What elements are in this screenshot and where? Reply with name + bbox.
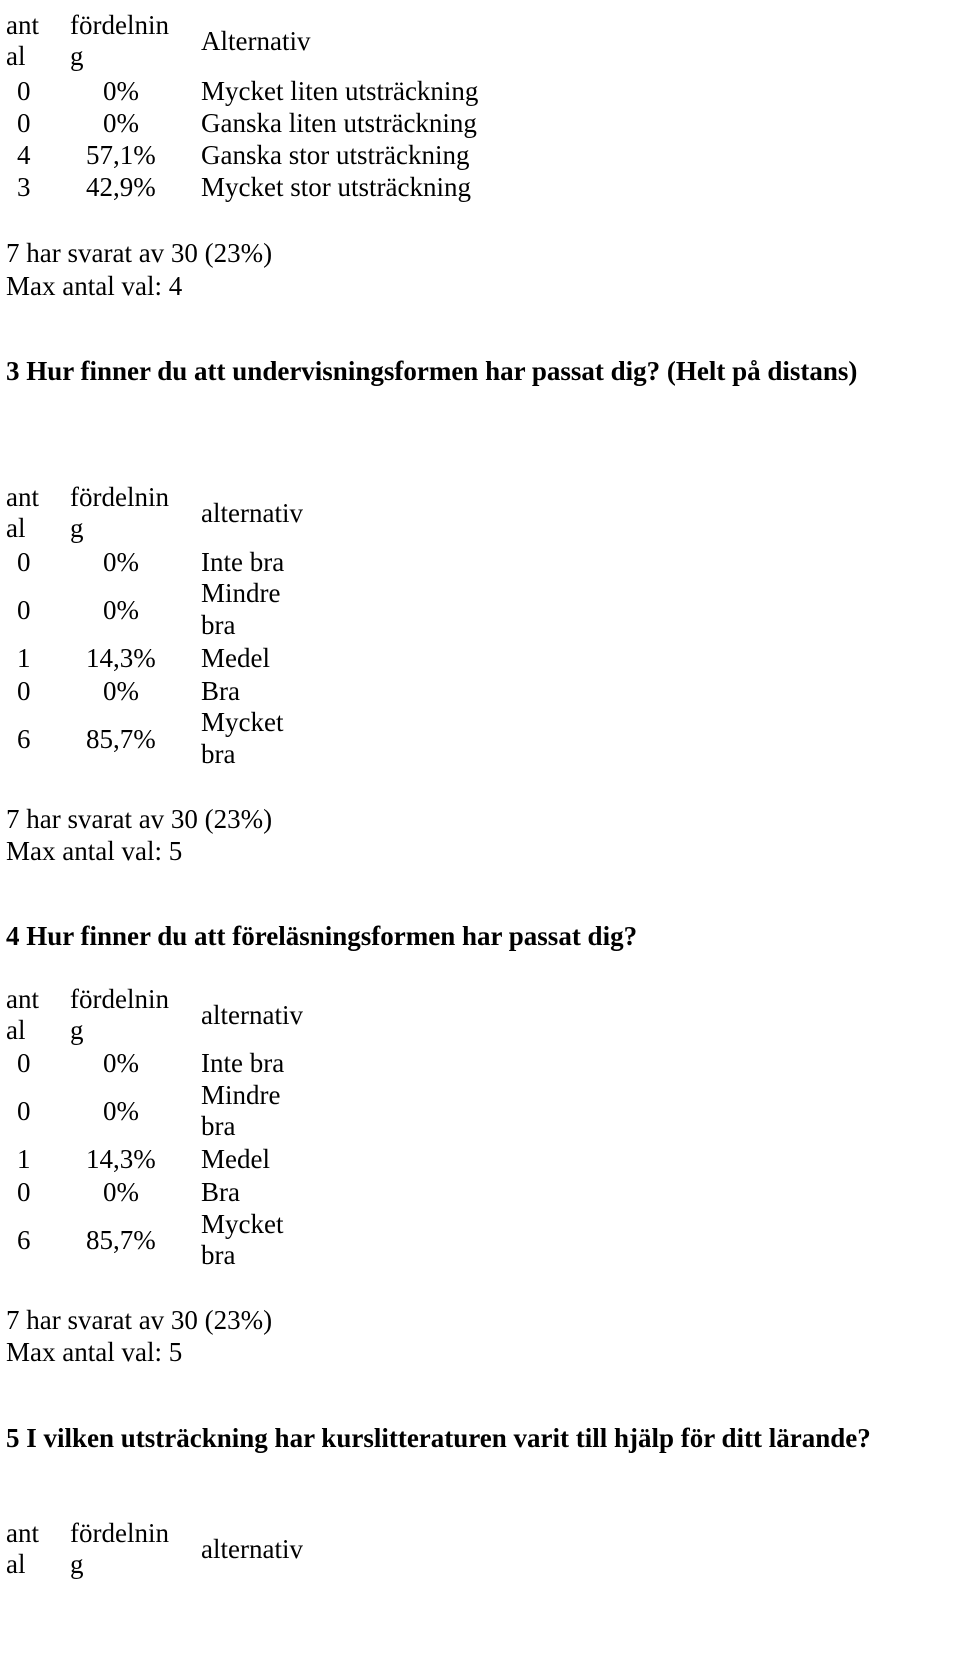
cell-antal: 0: [17, 1096, 31, 1126]
header-fordelning-line1: fördelnin: [70, 482, 169, 512]
cell-alternativ-line1: Mindre: [201, 1080, 281, 1110]
cell-alternativ: Mycket liten utsträckning: [201, 76, 479, 106]
question-text: 5 I vilken utsträckning har kurslitteraturen varit till hjälp för ditt lärande?: [6, 1423, 871, 1453]
cell-antal: 1: [17, 1144, 31, 1174]
cell-alternativ-line2: bra: [201, 610, 236, 640]
cell-alternativ: Bra: [201, 676, 240, 706]
cell-alternativ-line2: bra: [201, 1111, 236, 1141]
cell-fordelning: 0%: [103, 547, 139, 577]
question-5-title: [6, 1423, 871, 1454]
cell-antal: 0: [17, 547, 31, 577]
cell-antal: 0: [17, 76, 31, 106]
cell-alternativ-line1: Mycket: [201, 707, 284, 737]
cell-fordelning: 0%: [103, 595, 139, 625]
cell-fordelning: 14,3%: [86, 1144, 156, 1174]
cell-alternativ: Inte bra: [201, 547, 285, 577]
header-fordelning-line1: fördelnin: [70, 10, 169, 40]
cell-fordelning: 0%: [103, 108, 139, 138]
header-fordelning-line2: g: [70, 41, 84, 71]
cell-fordelning: 42,9%: [86, 172, 156, 202]
header-fordelning-line2: g: [70, 1549, 84, 1579]
cell-alternativ: Ganska stor utsträckning: [201, 140, 470, 170]
header-antal-line1: ant: [6, 482, 39, 512]
header-alternativ: alternativ: [201, 1000, 303, 1030]
cell-antal: 0: [17, 1177, 31, 1207]
cell-alternativ-line2: bra: [201, 1240, 236, 1270]
answered-count: 7 har svarat av 30 (23%): [6, 1305, 273, 1335]
header-antal-line1: ant: [6, 1518, 39, 1548]
header-alternativ: Alternativ: [201, 26, 311, 56]
cell-alternativ: Mycket stor utsträckning: [201, 172, 471, 202]
cell-alternativ: Bra: [201, 1177, 240, 1207]
cell-alternativ-line1: Mycket: [201, 1209, 284, 1239]
cell-alternativ: Inte bra: [201, 1048, 285, 1078]
cell-fordelning: 85,7%: [86, 724, 156, 754]
cell-antal: 0: [17, 595, 31, 625]
max-choices: Max antal val: 4: [6, 271, 183, 301]
header-fordelning-line2: g: [70, 513, 84, 543]
cell-fordelning: 85,7%: [86, 1225, 156, 1255]
cell-alternativ-line1: Mindre: [201, 578, 281, 608]
cell-alternativ: Ganska liten utsträckning: [201, 108, 477, 138]
cell-fordelning: 0%: [103, 676, 139, 706]
question-4-title: [6, 921, 637, 952]
header-fordelning-line1: fördelnin: [70, 1518, 169, 1548]
cell-alternativ-line2: bra: [201, 739, 236, 769]
cell-fordelning: 14,3%: [86, 643, 156, 673]
cell-fordelning: 0%: [103, 76, 139, 106]
cell-antal: 0: [17, 1048, 31, 1078]
answered-count: 7 har svarat av 30 (23%): [6, 238, 273, 268]
question-text: 4 Hur finner du att föreläsningsformen har passat dig?: [6, 921, 638, 951]
header-fordelning-line1: fördelnin: [70, 984, 169, 1014]
header-antal-line1: ant: [6, 10, 39, 40]
cell-fordelning: 0%: [103, 1048, 139, 1078]
header-antal-line1: ant: [6, 984, 39, 1014]
cell-alternativ: Medel: [201, 643, 270, 673]
cell-antal: 4: [17, 140, 31, 170]
header-antal-line2: al: [6, 513, 26, 543]
cell-antal: 0: [17, 108, 31, 138]
header-alternativ: alternativ: [201, 498, 303, 528]
cell-alternativ: Medel: [201, 1144, 270, 1174]
header-antal-line2: al: [6, 1549, 26, 1579]
cell-antal: 6: [17, 1225, 31, 1255]
cell-antal: 6: [17, 724, 31, 754]
question-suffix: (Helt på distans): [660, 356, 858, 386]
question-text: 3 Hur finner du att undervisningsformen har passat dig?: [6, 356, 661, 386]
header-antal-line2: al: [6, 1015, 26, 1045]
cell-antal: 0: [17, 676, 31, 706]
answered-count: 7 har svarat av 30 (23%): [6, 804, 273, 834]
cell-antal: 1: [17, 643, 31, 673]
cell-fordelning: 0%: [103, 1177, 139, 1207]
cell-antal: 3: [17, 172, 31, 202]
header-antal-line2: al: [6, 41, 26, 71]
max-choices: Max antal val: 5: [6, 836, 183, 866]
question-3-title: [6, 356, 857, 387]
cell-fordelning: 0%: [103, 1096, 139, 1126]
max-choices: Max antal val: 5: [6, 1337, 183, 1367]
header-fordelning-line2: g: [70, 1015, 84, 1045]
cell-fordelning: 57,1%: [86, 140, 156, 170]
header-alternativ: alternativ: [201, 1534, 303, 1564]
